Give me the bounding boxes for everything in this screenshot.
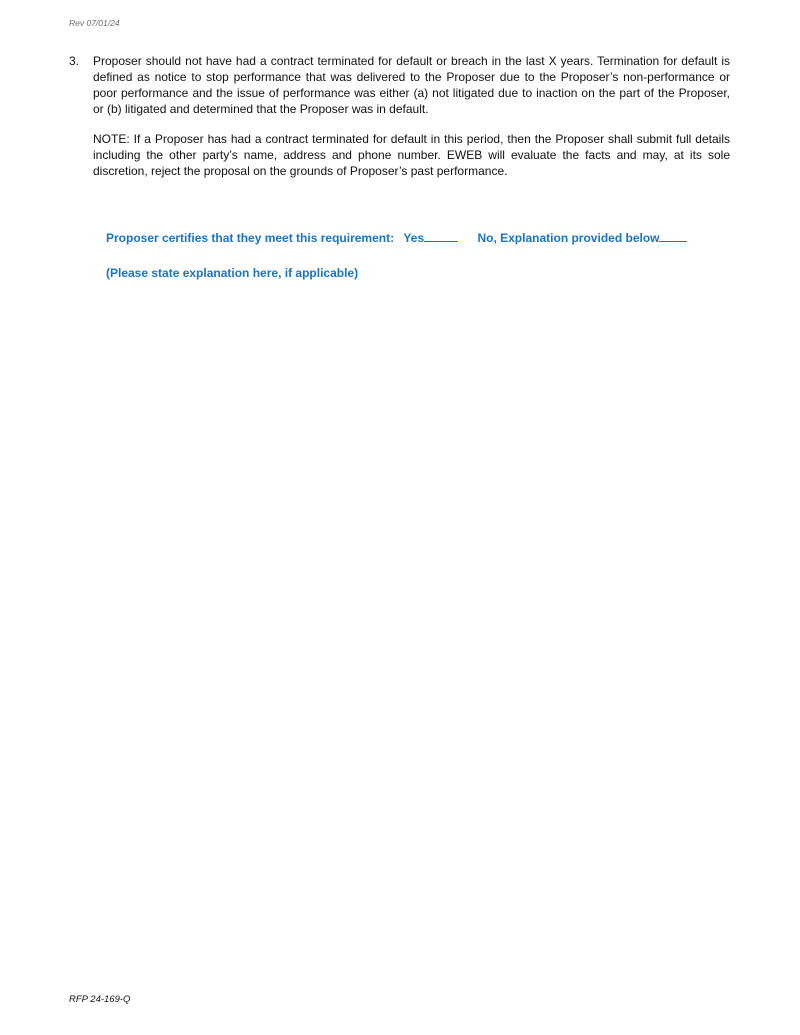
yes-label: Yes bbox=[403, 231, 425, 245]
no-option[interactable] bbox=[477, 230, 687, 246]
certification-label: Proposer certifies that they meet this requirement: bbox=[106, 231, 395, 245]
yes-option[interactable] bbox=[403, 230, 474, 246]
requirement-item bbox=[69, 53, 730, 179]
yes-blank[interactable] bbox=[424, 230, 458, 242]
note-paragraph: NOTE: If a Proposer has had a contract terminated for default in this period, then the Proposer shall submit full details including the other party’s name, address and phone number. EWEB will evaluate the facts and may, at its sole discretion, reject the proposal on the grounds of Proposer’s past performance. bbox=[93, 132, 730, 178]
revision-date: Rev 07/01/24 bbox=[69, 18, 120, 28]
item-number: 3. bbox=[69, 54, 80, 68]
explanation-prompt: (Please state explanation here, if applicable) bbox=[106, 266, 359, 280]
rfp-number: RFP 24-169-Q bbox=[69, 994, 131, 1005]
requirement-paragraph: Proposer should not have had a contract terminated for default or breach in the last X years. Termination for default is defined as notice to stop performance that was delivered to the Proposer due to the Proposer’s non-performance or poor performance and the issue of performance was either (a) not litigated due to inaction on the part of the Proposer, or (b) litigated and determined that the Proposer was in default. bbox=[93, 54, 730, 116]
no-label: No, Explanation provided below bbox=[477, 231, 660, 245]
no-blank[interactable] bbox=[659, 230, 687, 242]
item-body bbox=[93, 53, 730, 179]
certification-line bbox=[106, 230, 687, 246]
